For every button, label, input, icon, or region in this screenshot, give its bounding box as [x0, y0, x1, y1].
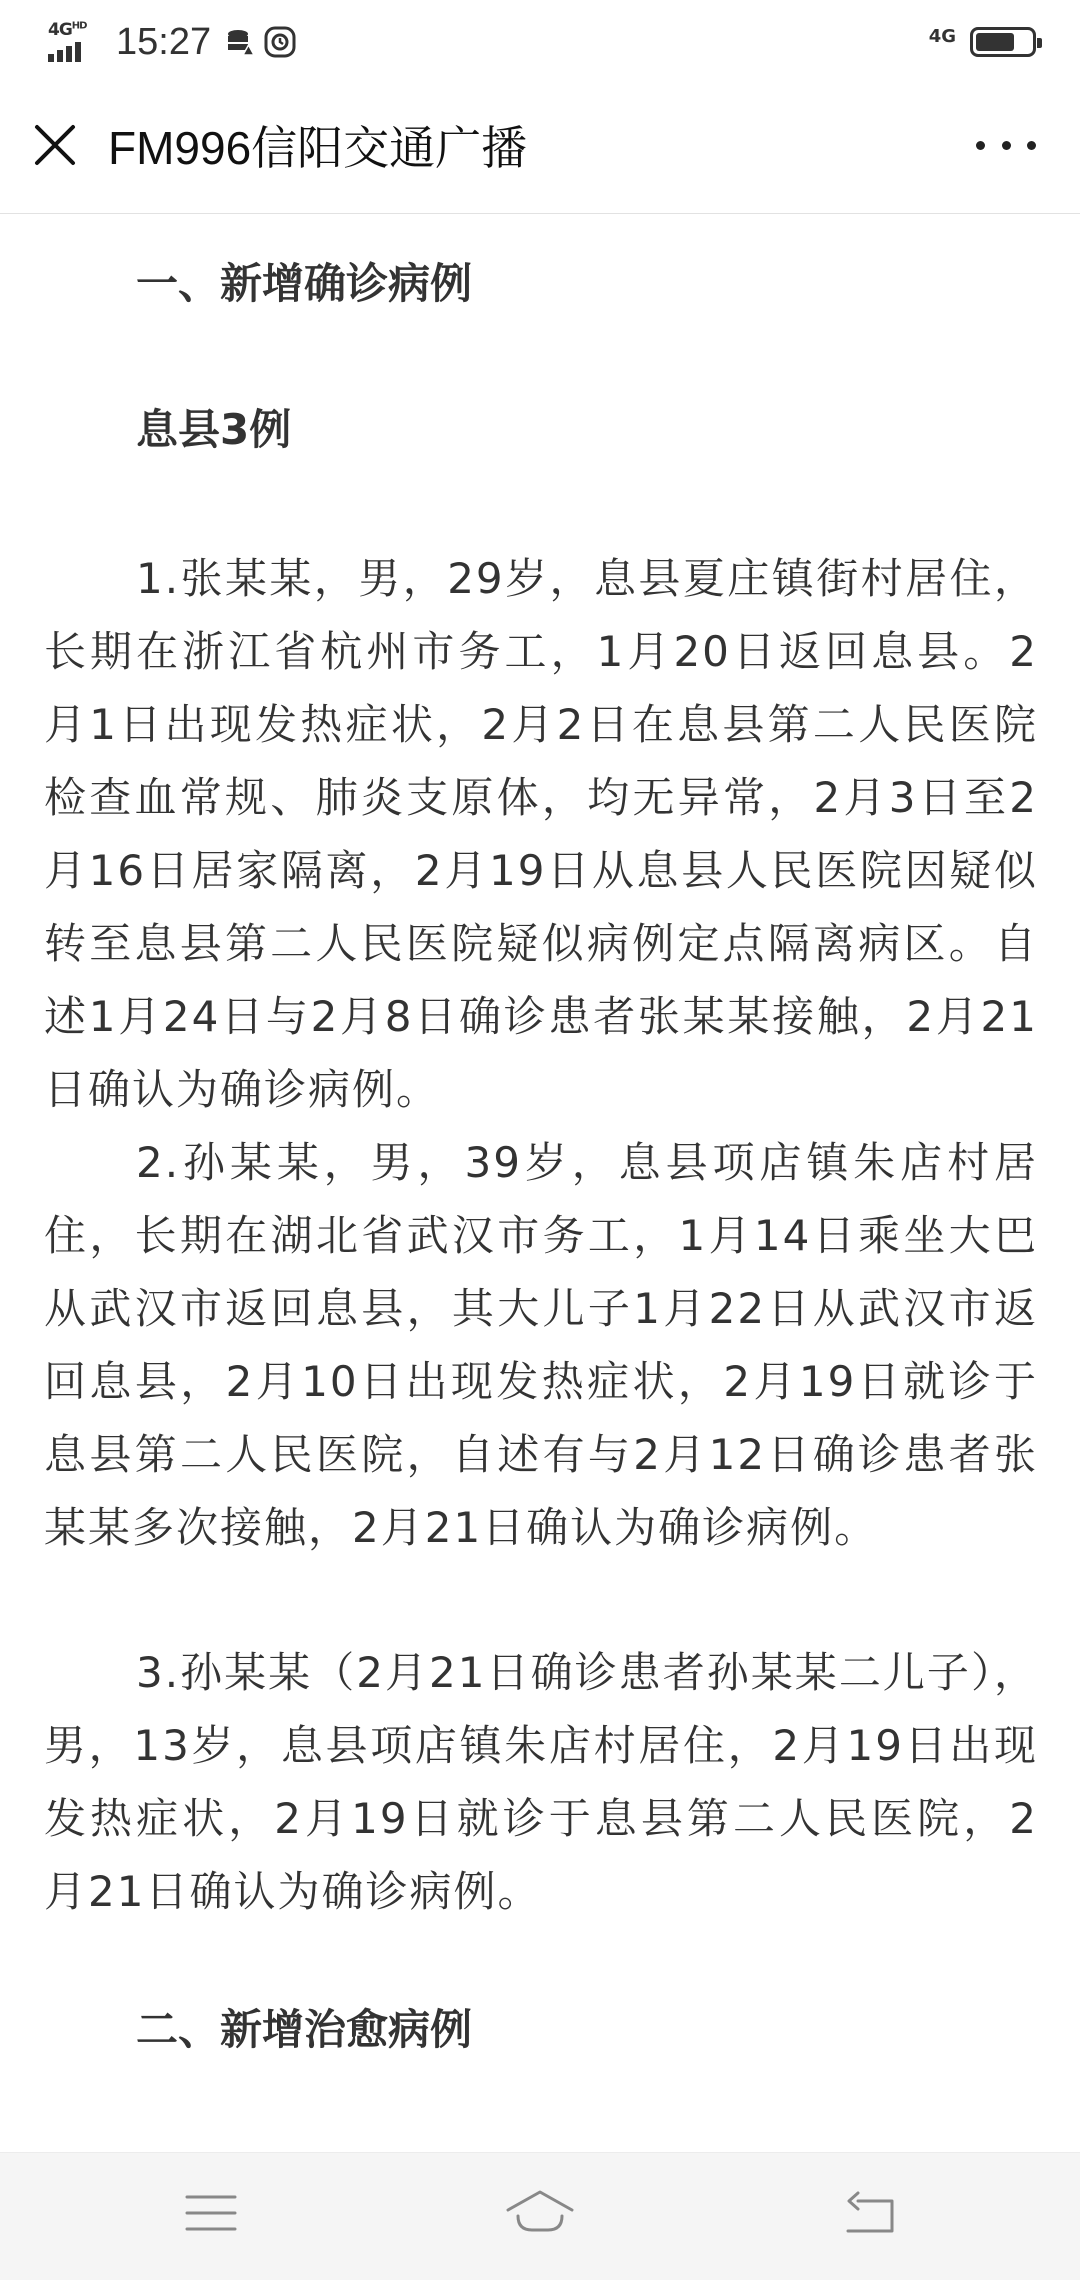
- back-button[interactable]: [835, 2183, 905, 2243]
- battery-cap: [1037, 38, 1042, 48]
- status-right: [929, 18, 1036, 66]
- back-icon: [844, 2191, 896, 2235]
- network-type-left: [48, 20, 86, 40]
- section-heading-new-cured: 二、新增治愈病例: [136, 2005, 473, 2054]
- network-type-label: 4G: [48, 20, 72, 40]
- case-paragraph-2: 2.孙某某，男，39岁，息县项店镇朱店村居住，长期在湖北省武汉市务工，1月14日乘坐大巴从武汉市返回息县，其大儿子1月22日从武汉市返回息县，2月10日出现发热症状，2月19日就诊于息县第二人民医院，自述有与2月12日确诊患者张某某多次接触，2月21日确认为确诊病例。: [44, 1138, 1038, 1552]
- page-title: FM996信阳交通广播: [108, 122, 528, 174]
- menu-button[interactable]: [176, 2183, 246, 2243]
- home-icon: [505, 2188, 575, 2238]
- status-time: 15:27: [116, 20, 212, 63]
- clock-app-icon: [263, 25, 297, 59]
- network-type-right: 4G: [928, 25, 956, 47]
- close-button[interactable]: [30, 120, 80, 170]
- more-icon: [976, 141, 985, 150]
- signal-bars: [48, 42, 81, 62]
- signal-strength-icon: [48, 20, 104, 64]
- nav-bar: [0, 80, 1080, 214]
- battery-fill: [976, 33, 1014, 51]
- database-icon: [223, 25, 257, 59]
- battery-icon: [970, 27, 1036, 57]
- status-left: [48, 18, 303, 66]
- system-nav-bar: [0, 2152, 1080, 2280]
- county-heading: 息县3例: [136, 405, 292, 454]
- section-heading-new-confirmed: 一、新增确诊病例: [136, 259, 473, 308]
- menu-icon: [185, 2193, 237, 2233]
- case-paragraph-1: 1.张某某，男，29岁，息县夏庄镇街村居住，长期在浙江省杭州市务工，1月20日返回息县。2月1日出现发热症状，2月2日在息县第二人民医院检查血常规、肺炎支原体，均无异常，2月3日至2月16日居家隔离，2月19日从息县人民医院因疑似转至息县第二人民医院疑似病例定点隔离病区。自述1月24日与2月8日确诊患者张某某接触，2月21日确认为确诊病例。: [44, 554, 1038, 1114]
- home-button[interactable]: [505, 2183, 575, 2243]
- network-hd-label: HD: [71, 20, 87, 32]
- case-paragraph-3: 3.孙某某（2月21日确诊患者孙某某二儿子），男，13岁，息县项店镇朱店村居住，2月19日出现发热症状，2月19日就诊于息县第二人民医院，2月21日确认为确诊病例。: [44, 1648, 1038, 1916]
- close-icon: [33, 123, 77, 167]
- status-bar: [0, 0, 1080, 80]
- more-options-button[interactable]: [976, 125, 1036, 165]
